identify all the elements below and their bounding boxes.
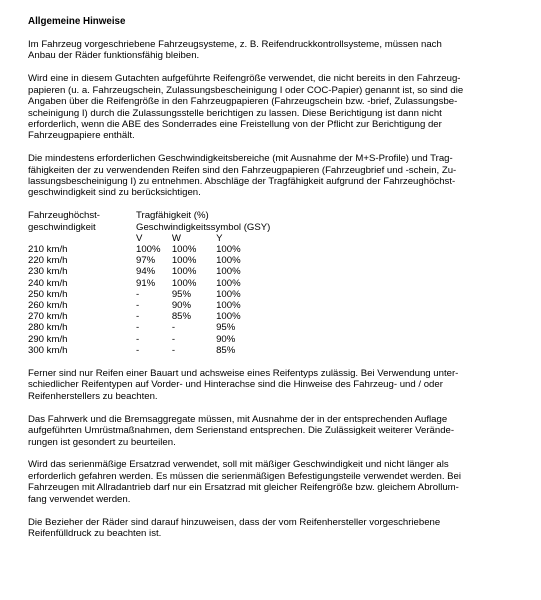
paragraph-tyre-pressure <box>28 517 513 540</box>
cell-load-v: - <box>136 288 140 300</box>
cell-load-w: 95% <box>171 288 192 300</box>
table-row <box>28 289 270 300</box>
column-header-speed-symbol: Geschwindigkeitssymbol (GSY) <box>136 221 271 233</box>
cell-max-speed: 260 km/h <box>28 300 68 311</box>
table-row <box>28 322 270 333</box>
cell-load-w: 100% <box>171 277 197 289</box>
cell-load-y: 100% <box>216 300 241 311</box>
cell-max-speed: 280 km/h <box>28 322 68 334</box>
cell-load-y: 100% <box>216 277 241 289</box>
table-header-row <box>28 210 270 221</box>
cell-load-w: 100% <box>171 243 197 255</box>
text-line: Die Bezieher der Räder sind darauf hinzuweisen, dass der vom Reifenhersteller vorgeschriebene <box>28 516 441 528</box>
text-line: geschwindigkeit sind zu berücksichtigen. <box>28 187 201 199</box>
cell-load-w: - <box>171 344 176 356</box>
cell-load-v: 91% <box>136 277 156 289</box>
cell-max-speed: 300 km/h <box>28 344 68 356</box>
table-row <box>28 300 270 311</box>
text-line: fang verwendet werden. <box>28 493 131 505</box>
cell-load-v: - <box>136 300 140 311</box>
table-header-row <box>28 222 270 233</box>
cell-load-y: 100% <box>216 255 241 267</box>
document-page <box>28 16 513 551</box>
text-line: fähigkeiten der zu verwendenden Reifen sind den Fahrzeugpapieren (Fahrzeugbrief und -schein, Zu- <box>28 164 457 176</box>
cell-load-v: - <box>136 333 140 345</box>
paragraph-chassis-brakes <box>28 414 513 448</box>
cell-load-v: 94% <box>136 266 156 278</box>
section-title: Allgemeine Hinweise <box>28 16 126 27</box>
cell-load-w: 85% <box>171 311 192 323</box>
cell-max-speed: 210 km/h <box>28 243 68 255</box>
cell-load-v: - <box>136 322 140 334</box>
text-line: Das Fahrwerk und die Bremsaggregate müssen, mit Ausnahme der in der entsprechenden Auflage <box>28 413 448 425</box>
table-row <box>28 244 270 255</box>
table-row <box>28 266 270 277</box>
table-row <box>28 334 270 345</box>
cell-load-y: 95% <box>216 322 236 334</box>
cell-load-y: 100% <box>216 288 241 300</box>
cell-max-speed: 270 km/h <box>28 311 68 323</box>
column-header-max-speed-cont: geschwindigkeit <box>28 221 96 233</box>
cell-max-speed: 250 km/h <box>28 288 68 300</box>
paragraph-tpms <box>28 39 513 62</box>
load-capacity-table <box>28 210 270 356</box>
text-line: lassungsbescheinigung I) zu entnehmen. Abschläge der Tragfähigkeit aufgrund der Fahrzeughöchst- <box>28 176 456 188</box>
symbol-y: Y <box>216 232 223 244</box>
paragraph-tyre-size <box>28 73 513 141</box>
text-line: Im Fahrzeug vorgeschriebene Fahrzeugsysteme, z. B. Reifendruckkontrollsysteme, müssen nach <box>28 39 442 50</box>
symbol-v: V <box>136 232 143 244</box>
column-header-max-speed: Fahrzeughöchst- <box>28 210 100 222</box>
table-row <box>28 278 270 289</box>
text-line: Reifenfülldruck zu beachten ist. <box>28 527 162 539</box>
column-header-load-capacity: Tragfähigkeit (%) <box>136 210 209 222</box>
paragraph-spare-wheel <box>28 459 513 505</box>
text-line: scheinigung I) durch die Zulassungsstelle berichtigen zu lassen. Diese Berichtigung ist dann nicht <box>28 107 442 119</box>
text-line: schiedlicher Reifentypen auf Vorder- und Hinterachse sind die Hinweise des Fahrzeug- und / oder <box>28 379 443 391</box>
cell-load-v: 100% <box>136 243 161 255</box>
table-row <box>28 311 270 322</box>
text-line: Ferner sind nur Reifen einer Bauart und achsweise eines Reifentyps zulässig. Bei Verwendung unter- <box>28 368 459 380</box>
text-line: Fahrzeugpapiere enthält. <box>28 130 135 142</box>
cell-load-y: 90% <box>216 333 236 345</box>
paragraph-speed-load <box>28 153 513 199</box>
cell-load-w: - <box>171 333 176 345</box>
text-line: erforderlich gefahren werden. Es müssen die serienmäßigen Befestigungsteile verwendet werden. Bei <box>28 470 462 482</box>
text-line: Wird das serienmäßige Ersatzrad verwendet, soll mit mäßiger Geschwindigkeit und nicht länger als <box>28 459 449 471</box>
cell-load-v: - <box>136 344 140 356</box>
text-line: Anbau der Räder funktionsfähig bleiben. <box>28 50 200 62</box>
paragraph-tyre-type <box>28 368 513 402</box>
cell-load-v: 97% <box>136 255 156 267</box>
cell-load-y: 100% <box>216 311 241 323</box>
text-line: Angaben über die Reifengröße in den Fahrzeugpapieren (Fahrzeugschein bzw. -brief, Zulassungsbe- <box>28 96 458 108</box>
cell-max-speed: 230 km/h <box>28 266 68 278</box>
text-line: aufgeführten Umrüstmaßnahmen, dem Serienstand entsprechen. Die Zulässigkeit weiterer Verände- <box>28 425 455 437</box>
cell-load-w: 90% <box>171 300 192 311</box>
text-line: rungen ist gesondert zu beurteilen. <box>28 436 176 448</box>
cell-load-v: - <box>136 311 140 323</box>
cell-load-y: 85% <box>216 344 236 356</box>
text-line: erforderlich, wenn die ABE des Sonderrades eine Freistellung von der Pflicht zur Berichtigung der <box>28 118 442 130</box>
table-row <box>28 255 270 266</box>
cell-load-w: 100% <box>171 266 197 278</box>
cell-load-w: - <box>171 322 176 334</box>
text-line: Die mindestens erforderlichen Geschwindigkeitsbereiche (mit Ausnahme der M+S-Profile) und Trag- <box>28 153 453 165</box>
text-line: Reifenherstellers zu beachten. <box>28 390 158 402</box>
table-symbol-row <box>28 233 270 244</box>
table-row <box>28 345 270 356</box>
text-line: papieren (u. a. Fahrzeugschein, Zulassungsbescheinigung I oder COC-Papier) genannt ist, so sind die <box>28 84 464 96</box>
cell-load-y: 100% <box>216 243 241 255</box>
symbol-w: W <box>171 232 181 244</box>
text-line: Fahrzeugen mit Allradantrieb darf nur ein Ersatzrad mit gleicher Reifengröße bzw. gleichem Abrollum- <box>28 482 459 494</box>
cell-load-y: 100% <box>216 266 241 278</box>
cell-max-speed: 290 km/h <box>28 333 68 345</box>
text-line: Wird eine in diesem Gutachten aufgeführte Reifengröße verwendet, die nicht bereits in den Fahrzeug- <box>28 73 461 85</box>
cell-max-speed: 220 km/h <box>28 255 68 267</box>
cell-load-w: 100% <box>171 255 197 267</box>
cell-max-speed: 240 km/h <box>28 277 68 289</box>
